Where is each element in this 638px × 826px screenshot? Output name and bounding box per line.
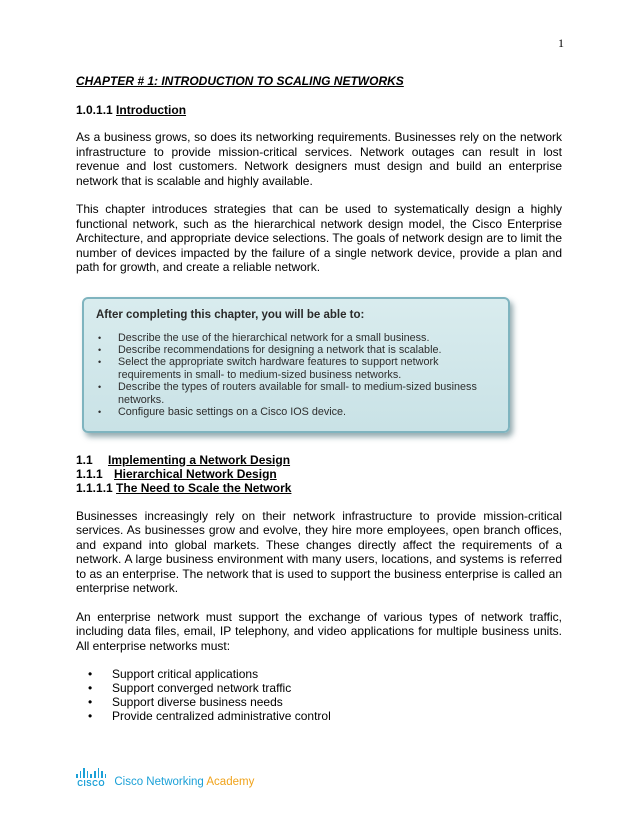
objective-item [96,332,498,344]
objective-text: Describe the types of routers available for small- to medium-sized business networks. [118,381,477,406]
objective-text: Configure basic settings on a Cisco IOS device. [118,405,347,418]
objective-text: Describe recommendations for designing a network that is scalable. [118,343,442,356]
cisco-wordmark: CISCO [77,779,106,788]
section-heading-1-1-1 [76,467,562,481]
requirement-text: Support critical applications [112,667,259,681]
bullet-icon: • [98,406,102,417]
objective-text: Select the appropriate switch hardware features to support network requirements in small- to medium-sized business networks. [118,356,439,381]
academy-text-main: Cisco Networking [114,776,207,788]
section-title: Implementing a Network Design [108,452,291,467]
section-headings [76,453,562,495]
requirement-text: Support diverse business needs [112,695,283,709]
cisco-academy-logo [76,768,254,788]
objectives-box [82,297,510,433]
cisco-bars-icon [76,768,106,778]
bullet-icon: • [98,344,102,355]
page-content [76,74,562,723]
intro-heading-title: Introduction [116,103,187,117]
requirement-item [88,709,562,723]
cisco-logo-icon [76,768,106,788]
bullet-icon: • [88,695,93,709]
requirement-text: Provide centralized administrative control [112,709,331,723]
section-title: The Need to Scale the Network [116,480,292,495]
objective-item [96,381,498,406]
intro-paragraph-1: As a business grows, so does its networking requirements. Businesses rely on the network infrastructure to provide mission-critical services. Network outages can result in lost revenue and lost customers. Network designers must design and build an enterprise network that is scalable and highly available. [76,130,562,188]
objective-text: Describe the use of the hierarchical network for a small business. [118,331,430,344]
section-number: 1.1.1 [76,466,103,481]
academy-text [114,776,254,788]
bullet-icon: • [98,332,102,343]
objectives-title: After completing this chapter, you will be able to: [96,308,365,321]
bullet-icon: • [88,667,93,681]
objectives-list [96,332,498,419]
objective-item [96,406,498,418]
bullet-icon: • [88,681,93,695]
requirements-list [76,667,562,723]
main-paragraph-2: An enterprise network must support the exchange of various types of network traffic, including data files, email, IP telephony, and video applications for multiple business units. All enterprise networks must: [76,609,562,653]
requirement-item [88,695,562,709]
requirement-text: Support converged network traffic [112,681,292,695]
section-number: 1.1 [76,452,93,467]
bullet-icon: • [98,382,102,393]
section-heading-1-1 [76,453,562,467]
section-title: Hierarchical Network Design [114,466,277,481]
section-number: 1.1.1.1 [76,480,113,495]
section-heading-1-1-1-1 [76,481,562,495]
academy-text-accent: Academy [206,776,255,788]
intro-heading [76,103,562,118]
requirement-item [88,667,562,681]
objective-item [96,356,498,381]
main-paragraph-1: Businesses increasingly rely on their network infrastructure to provide mission-critical services. As businesses grow and evolve, they hire more employees, open branch offices, and expand into global markets. These changes directly affect the requirements of a network. A large business environment with many users, locations, and systems is referred to as an enterprise. The network that is used to support the business enterprise is called an enterprise network. [76,508,562,595]
intro-heading-number: 1.0.1.1 [76,103,113,117]
chapter-title: CHAPTER # 1: INTRODUCTION TO SCALING NETWORKS [76,74,404,88]
intro-paragraph-2: This chapter introduces strategies that can be used to systematically design a highly functional network, such as the hierarchical network design model, the Cisco Enterprise Architecture, and appropriate device selections. The goals of network design are to limit the number of devices impacted by the failure of a single network device, provide a plan and path for growth, and create a reliable network. [76,202,562,274]
page-number: 1 [558,36,564,50]
requirement-item [88,681,562,695]
objective-item [96,344,498,356]
bullet-icon: • [88,709,93,723]
bullet-icon: • [98,357,102,368]
